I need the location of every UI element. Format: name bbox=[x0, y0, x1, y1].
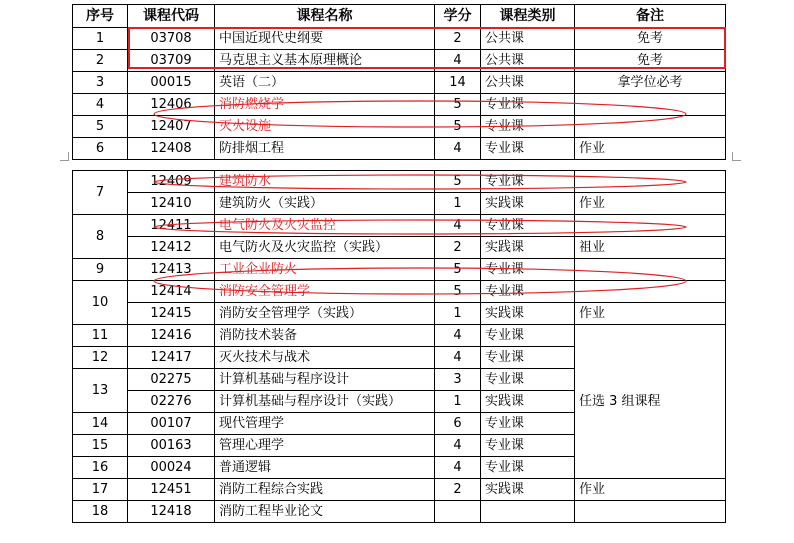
row-credit: 14 bbox=[435, 72, 481, 94]
row-credit: 4 bbox=[435, 457, 481, 479]
row-note bbox=[575, 281, 726, 303]
header-name: 课程名称 bbox=[215, 5, 435, 28]
row-no: 13 bbox=[73, 369, 128, 413]
row-type bbox=[481, 501, 575, 523]
row-code: 02275 bbox=[128, 369, 215, 391]
header-credit: 学分 bbox=[435, 5, 481, 28]
row-type: 公共课 bbox=[481, 28, 575, 50]
row-name: 消防工程综合实践 bbox=[215, 479, 435, 501]
row-credit: 3 bbox=[435, 369, 481, 391]
header-type: 课程类别 bbox=[481, 5, 575, 28]
row-no: 8 bbox=[73, 215, 128, 259]
row-credit: 6 bbox=[435, 413, 481, 435]
row-code: 12413 bbox=[128, 259, 215, 281]
row-credit: 4 bbox=[435, 138, 481, 160]
row-credit: 4 bbox=[435, 347, 481, 369]
row-no: 10 bbox=[73, 281, 128, 325]
row-credit: 4 bbox=[435, 325, 481, 347]
row-type: 专业课 bbox=[481, 116, 575, 138]
table-row bbox=[73, 50, 726, 72]
table-row bbox=[73, 501, 726, 523]
row-type: 实践课 bbox=[481, 303, 575, 325]
row-code: 12415 bbox=[128, 303, 215, 325]
row-no: 9 bbox=[73, 259, 128, 281]
page-corner-mark bbox=[732, 152, 741, 161]
row-name: 管理心理学 bbox=[215, 435, 435, 457]
row-type: 公共课 bbox=[481, 72, 575, 94]
row-note: 作业 bbox=[575, 193, 726, 215]
table-row bbox=[73, 325, 726, 347]
row-name: 灭火技术与战术 bbox=[215, 347, 435, 369]
row-type: 专业课 bbox=[481, 215, 575, 237]
row-credit: 2 bbox=[435, 479, 481, 501]
row-name: 计算机基础与程序设计（实践） bbox=[215, 391, 435, 413]
row-type: 实践课 bbox=[481, 237, 575, 259]
row-note bbox=[575, 116, 726, 138]
page-break bbox=[0, 160, 794, 169]
table-row bbox=[73, 171, 726, 193]
row-name: 电气防火及火灾监控 bbox=[215, 215, 435, 237]
row-credit: 4 bbox=[435, 215, 481, 237]
table-row bbox=[73, 259, 726, 281]
row-no: 16 bbox=[73, 457, 128, 479]
row-name: 消防安全管理学 bbox=[215, 281, 435, 303]
row-name: 中国近现代史纲要 bbox=[215, 28, 435, 50]
table-row bbox=[73, 28, 726, 50]
row-code: 12451 bbox=[128, 479, 215, 501]
row-note: 拿学位必考 bbox=[575, 72, 726, 94]
row-credit: 1 bbox=[435, 193, 481, 215]
row-code: 00015 bbox=[128, 72, 215, 94]
row-type: 公共课 bbox=[481, 50, 575, 72]
row-name: 消防燃烧学 bbox=[215, 94, 435, 116]
row-code: 12410 bbox=[128, 193, 215, 215]
row-credit: 2 bbox=[435, 237, 481, 259]
row-name: 建筑防火（实践） bbox=[215, 193, 435, 215]
table-row bbox=[73, 303, 726, 325]
table-row bbox=[73, 94, 726, 116]
row-credit: 1 bbox=[435, 391, 481, 413]
row-note bbox=[575, 94, 726, 116]
table-row bbox=[73, 193, 726, 215]
row-type: 专业课 bbox=[481, 171, 575, 193]
row-note bbox=[575, 259, 726, 281]
row-note: 作业 bbox=[575, 479, 726, 501]
table-row bbox=[73, 479, 726, 501]
row-type: 实践课 bbox=[481, 479, 575, 501]
row-type: 专业课 bbox=[481, 347, 575, 369]
row-type: 专业课 bbox=[481, 413, 575, 435]
row-no: 12 bbox=[73, 347, 128, 369]
row-code: 12411 bbox=[128, 215, 215, 237]
row-code: 00107 bbox=[128, 413, 215, 435]
row-credit bbox=[435, 501, 481, 523]
row-name: 消防技术装备 bbox=[215, 325, 435, 347]
row-note: 作业 bbox=[575, 303, 726, 325]
header-row bbox=[73, 5, 726, 28]
row-type: 专业课 bbox=[481, 138, 575, 160]
row-code: 02276 bbox=[128, 391, 215, 413]
table-row bbox=[73, 237, 726, 259]
group-note: 任选 3 组课程 bbox=[575, 325, 726, 479]
row-type: 专业课 bbox=[481, 325, 575, 347]
row-code: 12406 bbox=[128, 94, 215, 116]
row-code: 00024 bbox=[128, 457, 215, 479]
course-table-part-1 bbox=[72, 4, 726, 160]
row-no: 5 bbox=[73, 116, 128, 138]
row-no: 11 bbox=[73, 325, 128, 347]
row-type: 专业课 bbox=[481, 281, 575, 303]
row-credit: 4 bbox=[435, 435, 481, 457]
row-credit: 5 bbox=[435, 281, 481, 303]
row-no: 14 bbox=[73, 413, 128, 435]
table-row bbox=[73, 72, 726, 94]
row-code: 00163 bbox=[128, 435, 215, 457]
row-name: 电气防火及火灾监控（实践） bbox=[215, 237, 435, 259]
row-name: 消防工程毕业论文 bbox=[215, 501, 435, 523]
row-type: 专业课 bbox=[481, 435, 575, 457]
row-no: 2 bbox=[73, 50, 128, 72]
row-type: 专业课 bbox=[481, 369, 575, 391]
row-code: 12418 bbox=[128, 501, 215, 523]
row-credit: 1 bbox=[435, 303, 481, 325]
page-corner-mark bbox=[60, 152, 69, 161]
row-name: 灭火设施 bbox=[215, 116, 435, 138]
row-type: 实践课 bbox=[481, 391, 575, 413]
row-name: 防排烟工程 bbox=[215, 138, 435, 160]
course-table-part-2 bbox=[72, 170, 726, 523]
row-type: 专业课 bbox=[481, 457, 575, 479]
row-credit: 2 bbox=[435, 28, 481, 50]
row-type: 专业课 bbox=[481, 94, 575, 116]
row-type: 专业课 bbox=[481, 259, 575, 281]
row-name: 建筑防水 bbox=[215, 171, 435, 193]
row-no: 18 bbox=[73, 501, 128, 523]
row-name: 计算机基础与程序设计 bbox=[215, 369, 435, 391]
row-note: 作业 bbox=[575, 138, 726, 160]
row-note bbox=[575, 171, 726, 193]
table-row bbox=[73, 116, 726, 138]
row-code: 12417 bbox=[128, 347, 215, 369]
row-code: 12407 bbox=[128, 116, 215, 138]
row-note: 免考 bbox=[575, 28, 726, 50]
row-note: 祖业 bbox=[575, 237, 726, 259]
row-name: 普通逻辑 bbox=[215, 457, 435, 479]
row-code: 12416 bbox=[128, 325, 215, 347]
row-credit: 5 bbox=[435, 171, 481, 193]
row-code: 12412 bbox=[128, 237, 215, 259]
row-code: 03708 bbox=[128, 28, 215, 50]
header-note: 备注 bbox=[575, 5, 726, 28]
row-no: 7 bbox=[73, 171, 128, 215]
row-no: 6 bbox=[73, 138, 128, 160]
row-note bbox=[575, 215, 726, 237]
row-name: 现代管理学 bbox=[215, 413, 435, 435]
row-code: 12409 bbox=[128, 171, 215, 193]
row-no: 3 bbox=[73, 72, 128, 94]
header-code: 课程代码 bbox=[128, 5, 215, 28]
row-credit: 4 bbox=[435, 50, 481, 72]
row-code: 12408 bbox=[128, 138, 215, 160]
row-no: 15 bbox=[73, 435, 128, 457]
row-credit: 5 bbox=[435, 116, 481, 138]
row-type: 实践课 bbox=[481, 193, 575, 215]
header-no: 序号 bbox=[73, 5, 128, 28]
row-no: 1 bbox=[73, 28, 128, 50]
row-name: 马克思主义基本原理概论 bbox=[215, 50, 435, 72]
row-credit: 5 bbox=[435, 259, 481, 281]
table-row bbox=[73, 215, 726, 237]
row-note bbox=[575, 501, 726, 523]
row-name: 消防安全管理学（实践） bbox=[215, 303, 435, 325]
row-note: 免考 bbox=[575, 50, 726, 72]
table-row bbox=[73, 138, 726, 160]
row-name: 工业企业防火 bbox=[215, 259, 435, 281]
row-code: 03709 bbox=[128, 50, 215, 72]
row-name: 英语（二） bbox=[215, 72, 435, 94]
row-code: 12414 bbox=[128, 281, 215, 303]
row-credit: 5 bbox=[435, 94, 481, 116]
table-row bbox=[73, 281, 726, 303]
row-no: 17 bbox=[73, 479, 128, 501]
row-no: 4 bbox=[73, 94, 128, 116]
